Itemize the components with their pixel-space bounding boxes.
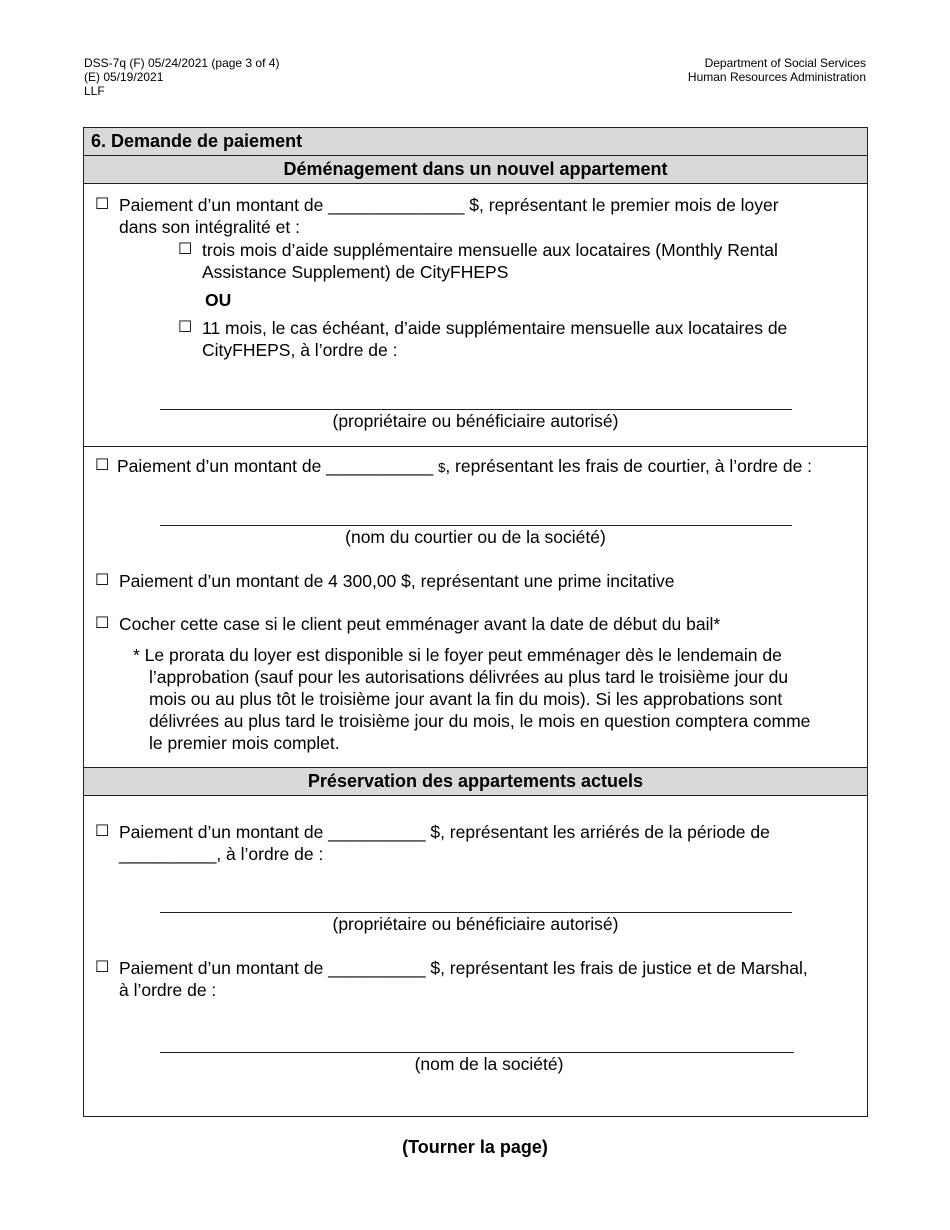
note-line: délivrées au plus tard le troisième jour du mois, le mois en question comptera comme <box>149 711 811 731</box>
broker-fee-checkbox[interactable]: ☐ <box>95 457 110 474</box>
payment-request-form <box>83 127 868 1117</box>
eleven-months-line: CityFHEPS, à l’ordre de : <box>202 340 398 360</box>
eleven-months-line: 11 mois, le cas échéant, d’aide supplémentaire mensuelle aux locataires de <box>202 318 788 338</box>
eleven-months-checkbox[interactable]: ☐ <box>178 319 193 336</box>
early-move-checkbox[interactable]: ☐ <box>95 615 110 632</box>
broker-fee-text <box>117 455 812 479</box>
arrears-checkbox[interactable]: ☐ <box>95 823 110 840</box>
divider <box>84 446 867 447</box>
note-line: le premier mois complet. <box>149 733 340 753</box>
landlord-caption: (propriétaire ou bénéficiaire autorisé) <box>332 411 619 431</box>
section-title: 6. Demande de paiement <box>84 128 867 156</box>
three-months-checkbox[interactable]: ☐ <box>178 241 193 258</box>
early-move-text: Cocher cette case si le client peut emménager avant la date de début du bail* <box>119 614 721 634</box>
incentive-text: Paiement d’un montant de 4 300,00 $, représentant une prime incitative <box>119 571 675 591</box>
first-month-line: dans son intégralité et : <box>119 217 300 237</box>
administration-name: Human Resources Administration <box>687 70 866 84</box>
arrears-line: Paiement d’un montant de __________ $, représentant les arriérés de la période de <box>119 822 770 842</box>
agency-block <box>688 56 866 84</box>
court-fees-checkbox[interactable]: ☐ <box>95 959 110 976</box>
company-caption: (nom de la société) <box>414 1054 564 1074</box>
form-id-block <box>84 56 279 98</box>
three-months-text <box>202 239 778 283</box>
broker-caption: (nom du courtier ou de la société) <box>345 527 606 547</box>
note-line: * Le prorata du loyer est disponible si le foyer peut emménager dès le lendemain de <box>133 645 782 665</box>
language-code: LLF <box>84 84 105 98</box>
note-line: l’approbation (sauf pour les autorisations délivrées au plus tard le troisième jour du <box>149 667 789 687</box>
form-id-line: DSS-7q (F) 05/24/2021 (page 3 of 4) <box>84 56 280 70</box>
first-month-checkbox[interactable]: ☐ <box>95 196 110 213</box>
three-months-line: Assistance Supplement) de CityFHEPS <box>202 262 509 282</box>
form-revision-line: (E) 05/19/2021 <box>84 70 164 84</box>
eleven-months-text <box>202 317 787 361</box>
court-fees-text <box>119 957 808 1001</box>
moving-subsection-title: Déménagement dans un nouvel appartement <box>84 156 867 184</box>
court-fees-line: Paiement d’un montant de __________ $, représentant les frais de justice et de Marshal, <box>119 958 808 978</box>
department-name: Department of Social Services <box>704 56 866 70</box>
first-month-text <box>119 194 779 238</box>
broker-fee-text-part: , représentant les frais de courtier, à l’ordre de : <box>445 456 813 476</box>
court-fees-line: à l’ordre de : <box>119 980 217 1000</box>
note-line: mois ou au plus tôt le troisième jour avant la fin du mois). Si les approbations sont <box>149 689 783 709</box>
turn-page-footer: (Tourner la page) <box>402 1137 548 1157</box>
landlord-caption: (propriétaire ou bénéficiaire autorisé) <box>332 914 619 934</box>
broker-fee-text-part: Paiement d’un montant de ___________ <box>117 456 439 476</box>
or-label: OU <box>205 290 232 310</box>
arrears-text <box>119 821 770 865</box>
dollar-sign: $ <box>438 460 446 475</box>
first-month-line: Paiement d’un montant de ______________ $, représentant le premier mois de loyer <box>119 195 779 215</box>
prorated-rent-note <box>133 644 810 754</box>
arrears-line: __________, à l’ordre de : <box>119 844 324 864</box>
three-months-line: trois mois d’aide supplémentaire mensuelle aux locataires (Monthly Rental <box>202 240 778 260</box>
incentive-checkbox[interactable]: ☐ <box>95 572 110 589</box>
preservation-subsection-title: Préservation des appartements actuels <box>84 767 867 796</box>
